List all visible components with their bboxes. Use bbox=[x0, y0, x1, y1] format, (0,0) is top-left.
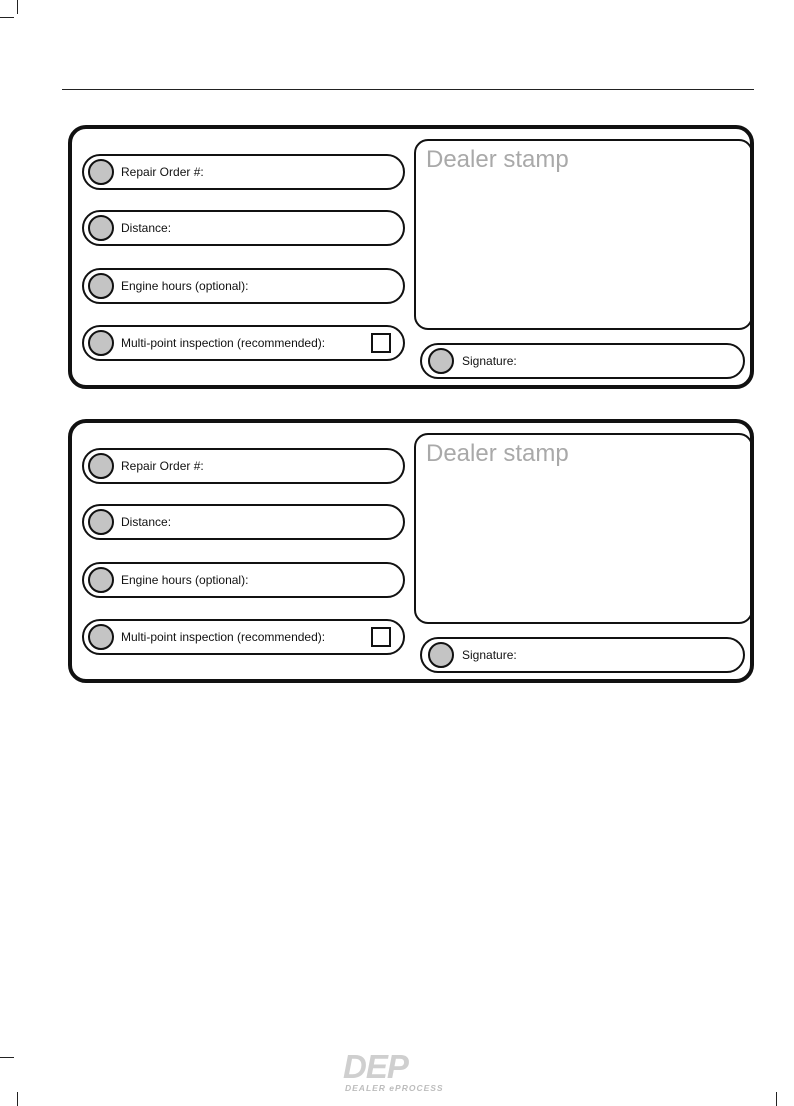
repair-order-field[interactable] bbox=[82, 448, 405, 484]
field-bullet-icon bbox=[88, 330, 114, 356]
inspection-field bbox=[82, 619, 405, 655]
crop-mark-top-left bbox=[17, 0, 18, 14]
crop-mark-bottom-left-h bbox=[0, 1057, 14, 1058]
field-bullet-icon bbox=[88, 453, 114, 479]
field-bullet-icon bbox=[88, 509, 114, 535]
distance-field[interactable] bbox=[82, 210, 405, 246]
signature-field[interactable] bbox=[420, 637, 745, 673]
field-bullet-icon bbox=[88, 567, 114, 593]
crop-mark-bottom-right bbox=[776, 1092, 777, 1106]
logo-wordmark: DEP bbox=[343, 1048, 408, 1085]
engine-hours-label: Engine hours (optional): bbox=[121, 573, 249, 587]
signature-label: Signature: bbox=[462, 354, 517, 368]
dealer-eprocess-logo bbox=[343, 1050, 453, 1094]
field-bullet-icon bbox=[428, 348, 454, 374]
dealer-stamp-label: Dealer stamp bbox=[426, 440, 569, 467]
inspection-field bbox=[82, 325, 405, 361]
crop-mark-bottom-left bbox=[17, 1092, 18, 1106]
dealer-stamp-box bbox=[414, 139, 753, 330]
field-bullet-icon bbox=[428, 642, 454, 668]
distance-label: Distance: bbox=[121, 221, 172, 235]
signature-field[interactable] bbox=[420, 343, 745, 379]
repair-order-label: Repair Order #: bbox=[121, 165, 204, 179]
distance-label: Distance: bbox=[121, 515, 172, 529]
inspection-label: Multi-point inspection (recommended): bbox=[121, 630, 326, 644]
field-bullet-icon bbox=[88, 273, 114, 299]
field-bullet-icon bbox=[88, 624, 114, 650]
crop-mark-top-left-h bbox=[0, 17, 14, 18]
header-rule bbox=[62, 89, 754, 90]
dealer-stamp-label: Dealer stamp bbox=[426, 146, 569, 173]
service-record-card-2 bbox=[68, 419, 754, 683]
inspection-label: Multi-point inspection (recommended): bbox=[121, 336, 326, 350]
engine-hours-label: Engine hours (optional): bbox=[121, 279, 249, 293]
dealer-stamp-box bbox=[414, 433, 753, 624]
repair-order-field[interactable] bbox=[82, 154, 405, 190]
field-bullet-icon bbox=[88, 215, 114, 241]
field-bullet-icon bbox=[88, 159, 114, 185]
logo-subtext: DEALER ePROCESS bbox=[345, 1083, 444, 1093]
inspection-checkbox[interactable] bbox=[371, 333, 391, 353]
signature-label: Signature: bbox=[462, 648, 517, 662]
engine-hours-field[interactable] bbox=[82, 268, 405, 304]
repair-order-label: Repair Order #: bbox=[121, 459, 204, 473]
service-record-card-1 bbox=[68, 125, 754, 389]
distance-field[interactable] bbox=[82, 504, 405, 540]
inspection-checkbox[interactable] bbox=[371, 627, 391, 647]
engine-hours-field[interactable] bbox=[82, 562, 405, 598]
